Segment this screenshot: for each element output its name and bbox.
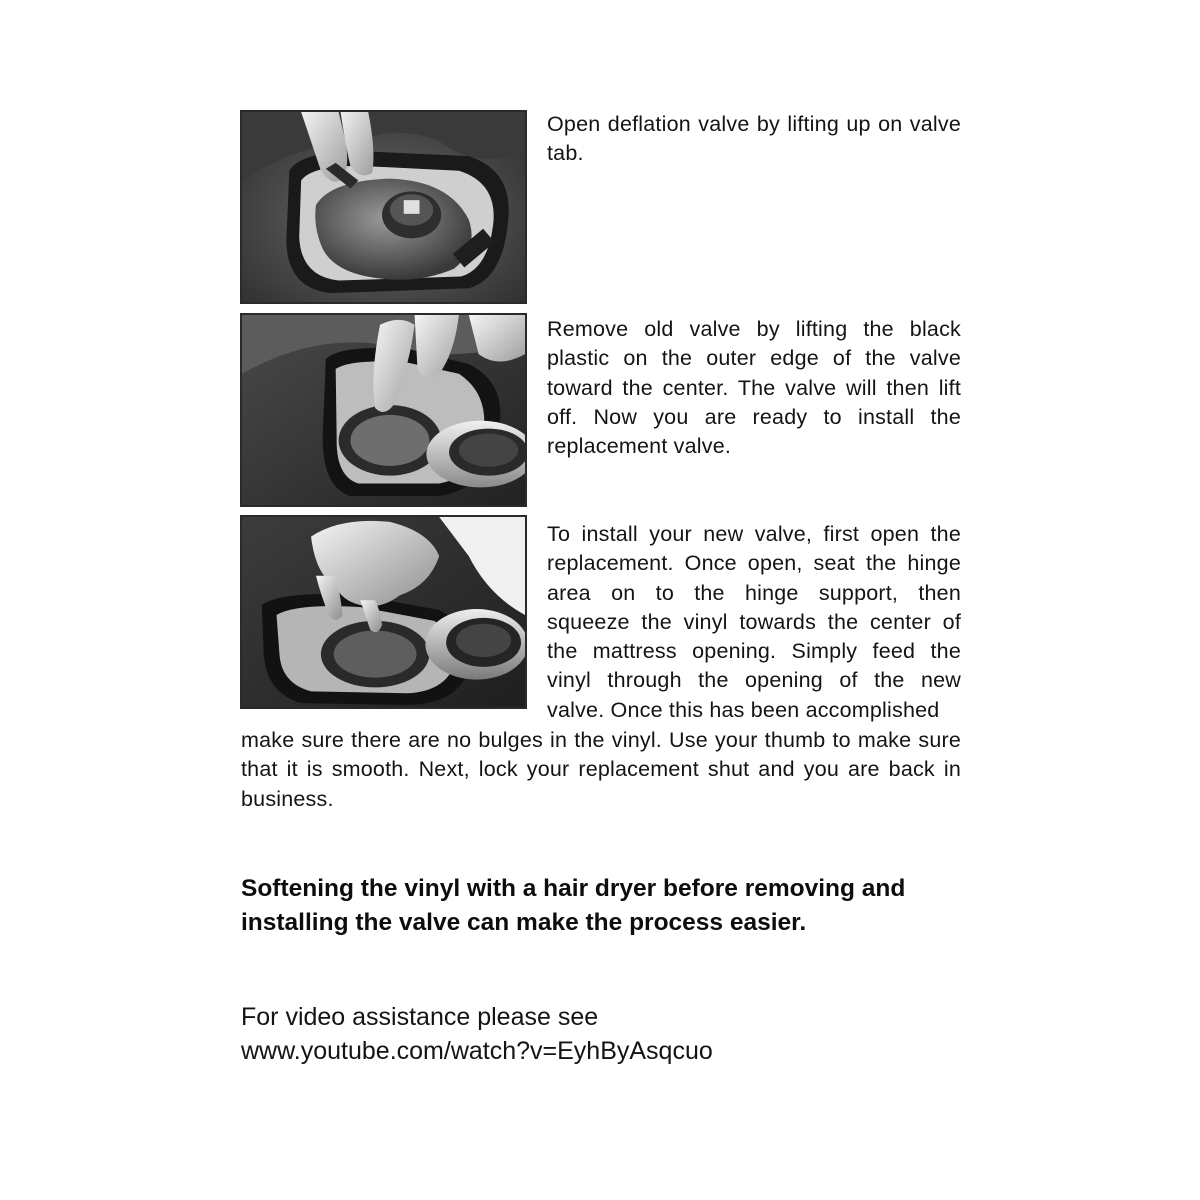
hands-installing-new-valve-photo (240, 515, 527, 709)
step-3-text: To install your new valve, first open the replacement. Once open, seat the hinge area on to the hinge support, then squeeze the vinyl towards the center of the mattress opening. Simply feed the vinyl through the opening of the new valve. Once this has been accomplished (547, 522, 961, 722)
step-3-text-continued: make sure there are no bulges in the vinyl. Use your thumb to make sure that it is smooth. Next, lock your replacement shut and you are back in business. (241, 728, 961, 811)
video-url: www.youtube.com/watch?v=EyhByAsqcuo (241, 1037, 713, 1065)
video-assistance-label: For video assistance please see (241, 1003, 599, 1031)
step-2-text: Remove old valve by lifting the black plastic on the outer edge of the valve toward the center. The valve will then lift off. Now you are ready to install the replacement valve. (547, 317, 961, 459)
hair-dryer-tip: Softening the vinyl with a hair dryer before removing and installing the valve can make the process easier. (241, 875, 906, 936)
hand-lifting-valve-tab-photo (240, 110, 527, 304)
step-1-text: Open deflation valve by lifting up on valve tab. (547, 112, 961, 166)
finger-removing-old-valve-photo (240, 313, 527, 507)
video-assistance (241, 1000, 713, 1068)
